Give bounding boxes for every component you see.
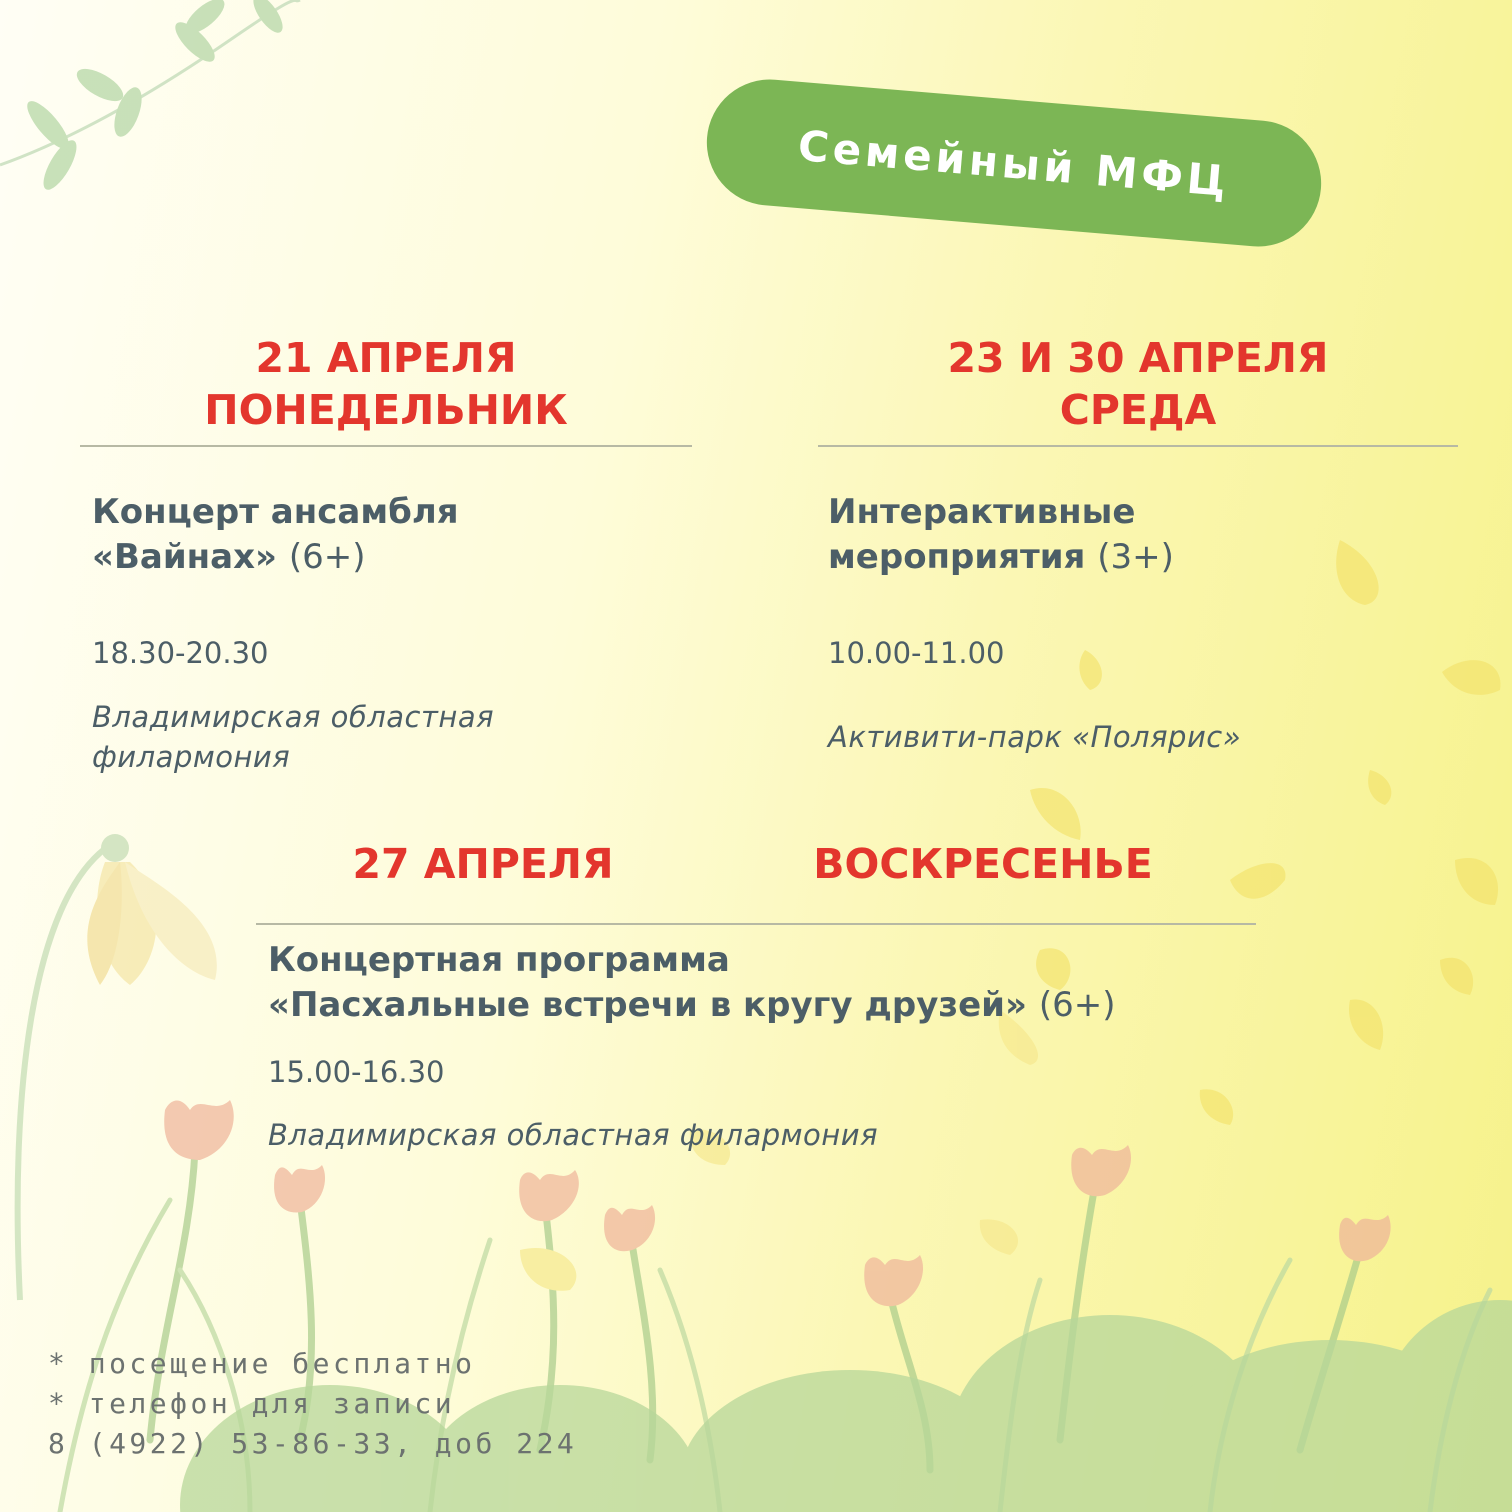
event-1-date: 21 АПРЕЛЯ bbox=[255, 334, 517, 382]
vine-illustration bbox=[0, 0, 300, 194]
event-3-time: 15.00-16.30 bbox=[268, 1055, 445, 1089]
event-3-age-rating: (6+) bbox=[1038, 985, 1116, 1025]
event-1-venue bbox=[92, 697, 494, 777]
event-2-title-line2: мероприятия bbox=[828, 537, 1086, 577]
event-1-age-rating: (6+) bbox=[288, 537, 366, 577]
event-2-title bbox=[828, 490, 1174, 580]
footnotes bbox=[48, 1344, 577, 1464]
event-1-title-line1: Концерт ансамбля bbox=[92, 492, 459, 532]
event-2-venue: Активити-парк «Полярис» bbox=[828, 720, 1242, 754]
event-2-date: 23 И 30 АПРЕЛЯ bbox=[947, 334, 1329, 382]
event-3-title-line1: Концертная программа bbox=[268, 940, 730, 980]
event-1-weekday: ПОНЕДЕЛЬНИК bbox=[204, 386, 568, 434]
event-1-title bbox=[92, 490, 459, 580]
event-1-title-line2: «Вайнах» bbox=[92, 537, 277, 577]
event-1-time: 18.30-20.30 bbox=[92, 636, 269, 670]
event-1-date-heading bbox=[80, 332, 692, 436]
event-2-divider bbox=[818, 445, 1458, 447]
event-3-title bbox=[268, 938, 1115, 1028]
event-1-divider bbox=[80, 445, 692, 447]
event-3-date: 27 АПРЕЛЯ bbox=[352, 840, 614, 888]
event-2-title-line1: Интерактивные bbox=[828, 492, 1136, 532]
event-2-time: 10.00-11.00 bbox=[828, 636, 1005, 670]
event-2-weekday: СРЕДА bbox=[1059, 386, 1217, 434]
note-free-entry: * посещение бесплатно bbox=[48, 1347, 476, 1380]
event-3-weekday: ВОСКРЕСЕНЬЕ bbox=[813, 840, 1153, 888]
event-2-date-heading bbox=[818, 332, 1458, 436]
event-1-venue-line1: Владимирская областная bbox=[92, 700, 495, 734]
note-phone-label: * телефон для записи bbox=[48, 1387, 456, 1420]
falling-petals-illustration bbox=[1030, 540, 1500, 1125]
note-phone-number: 8 (4922) 53-86-33, доб 224 bbox=[48, 1427, 578, 1460]
event-3-divider bbox=[256, 923, 1256, 925]
badge-title: Семейный МФЦ bbox=[796, 120, 1232, 206]
event-1-venue-line2: филармония bbox=[92, 740, 291, 774]
event-3-title-line2: «Пасхальные встречи в кругу друзей» bbox=[268, 985, 1027, 1025]
event-3-venue: Владимирская областная филармония bbox=[268, 1118, 879, 1152]
event-2-age-rating: (3+) bbox=[1097, 537, 1174, 577]
